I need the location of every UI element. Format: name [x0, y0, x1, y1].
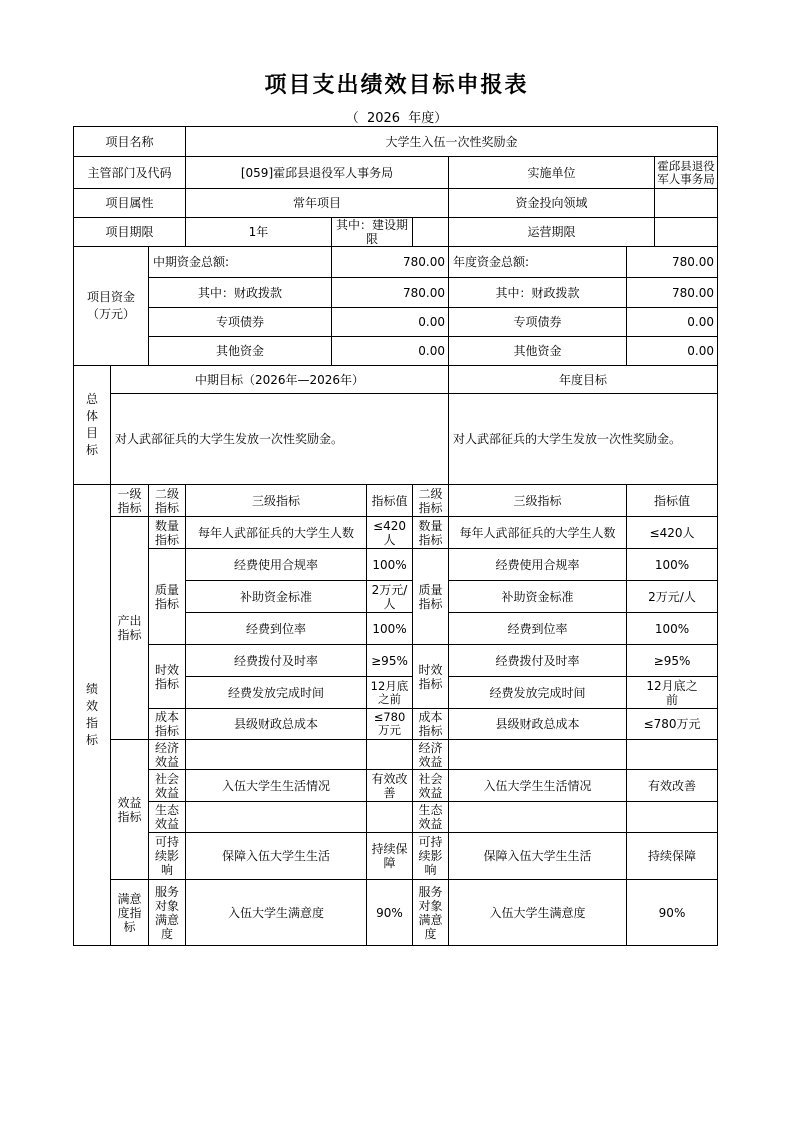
mid-other-label: 其他资金 — [149, 337, 332, 366]
year-fiscal-label: 其中：财政拨款 — [449, 278, 627, 308]
quality-indicator-label-year: 质量 指标 — [413, 549, 449, 645]
compliance-rate-value-year: 100% — [627, 549, 718, 581]
build-period-label: 其中：建设期限 — [332, 218, 413, 247]
year-bond-label: 专项债券 — [449, 308, 627, 337]
funds-label: 项目资金 （万元） — [74, 247, 149, 366]
quality-indicator-label: 质量 指标 — [149, 549, 186, 645]
cost-indicator-label-year: 成本 指标 — [413, 709, 449, 740]
fund-field-value — [655, 189, 718, 218]
social-benefit-value-year: 有效改善 — [627, 770, 718, 802]
completion-time-value-year: 12月底之 前 — [627, 677, 718, 709]
funds-arrival-name-year: 经费到位率 — [449, 613, 627, 645]
project-attr-value: 常年项目 — [186, 189, 449, 218]
satisfaction-indicator-label: 满意 度指 标 — [111, 880, 149, 946]
mid-goal-text: 对人武部征兵的大学生发放一次性奖励金。 — [111, 394, 449, 485]
disbursement-rate-value: ≥95% — [367, 645, 413, 677]
subsidy-standard-value-year: 2万元/人 — [627, 581, 718, 613]
disbursement-rate-name: 经费拨付及时率 — [186, 645, 367, 677]
output-indicator-label: 产出 指标 — [111, 517, 149, 740]
fund-field-label: 资金投向领域 — [449, 189, 655, 218]
social-benefit-name: 入伍大学生生活情况 — [186, 770, 367, 802]
impl-unit-label: 实施单位 — [449, 157, 655, 189]
year-other-label: 其他资金 — [449, 337, 627, 366]
funds-arrival-name: 经费到位率 — [186, 613, 367, 645]
year-bond-value: 0.00 — [627, 308, 718, 337]
county-cost-value-year: ≤780万元 — [627, 709, 718, 740]
mid-other-value: 0.00 — [332, 337, 449, 366]
mid-total-label: 中期资金总额: — [149, 247, 332, 278]
sustainability-label-year: 可持 续影 响 — [413, 833, 449, 880]
report-year: （ 2026 年度） — [345, 111, 448, 126]
quantity-indicator-label: 数量 指标 — [149, 517, 186, 549]
county-cost-name: 县级财政总成本 — [186, 709, 367, 740]
quantity-indicator-value-year: ≤420人 — [627, 517, 718, 549]
year-goal-text: 对人武部征兵的大学生发放一次性奖励金。 — [449, 394, 718, 485]
service-satisfaction-label-year: 服务 对象 满意 度 — [413, 880, 449, 946]
level3-header-year: 三级指标 — [449, 485, 627, 517]
mid-bond-value: 0.00 — [332, 308, 449, 337]
sustainability-name-year: 保障入伍大学生生活 — [449, 833, 627, 880]
compliance-rate-name-year: 经费使用合规率 — [449, 549, 627, 581]
sustainability-label: 可持 续影 响 — [149, 833, 186, 880]
economic-benefit-name — [186, 740, 367, 770]
project-attr-label: 项目属性 — [74, 189, 186, 218]
year-total-value: 780.00 — [627, 247, 718, 278]
period-value: 1年 — [186, 218, 332, 247]
year-total-label: 年度资金总额: — [449, 247, 627, 278]
completion-time-name-year: 经费发放完成时间 — [449, 677, 627, 709]
mid-goal-header: 中期目标（2026年—2026年） — [111, 366, 449, 394]
disbursement-rate-name-year: 经费拨付及时率 — [449, 645, 627, 677]
eco-benefit-label-year: 生态 效益 — [413, 802, 449, 833]
quantity-indicator-value: ≤420人 — [367, 517, 413, 549]
service-satisfaction-value-year: 90% — [627, 880, 718, 946]
economic-benefit-value — [367, 740, 413, 770]
compliance-rate-name: 经费使用合规率 — [186, 549, 367, 581]
service-satisfaction-value: 90% — [367, 880, 413, 946]
mid-fiscal-value: 780.00 — [332, 278, 449, 308]
dept-label: 主管部门及代码 — [74, 157, 186, 189]
mid-total-value: 780.00 — [332, 247, 449, 278]
value-header: 指标值 — [367, 485, 413, 517]
value-header-year: 指标值 — [627, 485, 718, 517]
build-period-value — [413, 218, 449, 247]
economic-benefit-value-year — [627, 740, 718, 770]
social-benefit-value: 有效改善 — [367, 770, 413, 802]
quantity-indicator-name: 每年人武部征兵的大学生人数 — [186, 517, 367, 549]
impl-unit-value: 霍邱县退役军人事务局 — [655, 157, 718, 189]
op-period-value — [655, 218, 718, 247]
social-benefit-label: 社会 效益 — [149, 770, 186, 802]
funds-arrival-value: 100% — [367, 613, 413, 645]
page-title: 项目支出绩效目标申报表 — [264, 73, 529, 98]
disbursement-rate-value-year: ≥95% — [627, 645, 718, 677]
level1-header: 一级 指标 — [111, 485, 149, 517]
level2-header: 二级 指标 — [149, 485, 186, 517]
mid-bond-label: 专项债券 — [149, 308, 332, 337]
year-fiscal-value: 780.00 — [627, 278, 718, 308]
eco-benefit-value — [367, 802, 413, 833]
subsidy-standard-name: 补助资金标准 — [186, 581, 367, 613]
year-other-value: 0.00 — [627, 337, 718, 366]
service-satisfaction-name: 入伍大学生满意度 — [186, 880, 367, 946]
timeliness-indicator-label-year: 时效 指标 — [413, 645, 449, 709]
quantity-indicator-label-year: 数量 指标 — [413, 517, 449, 549]
social-benefit-label-year: 社会 效益 — [413, 770, 449, 802]
sustainability-value-year: 持续保障 — [627, 833, 718, 880]
service-satisfaction-label: 服务 对象 满意 度 — [149, 880, 186, 946]
social-benefit-name-year: 入伍大学生生活情况 — [449, 770, 627, 802]
eco-benefit-name — [186, 802, 367, 833]
project-name-label: 项目名称 — [74, 127, 186, 157]
performance-label: 绩 效 指 标 — [74, 485, 111, 946]
eco-benefit-value-year — [627, 802, 718, 833]
op-period-label: 运营期限 — [449, 218, 655, 247]
compliance-rate-value: 100% — [367, 549, 413, 581]
project-name-value: 大学生入伍一次性奖励金 — [186, 127, 718, 157]
level2-header-year: 二级 指标 — [413, 485, 449, 517]
eco-benefit-label: 生态 效益 — [149, 802, 186, 833]
sustainability-name: 保障入伍大学生生活 — [186, 833, 367, 880]
cost-indicator-label: 成本 指标 — [149, 709, 186, 740]
sustainability-value: 持续保障 — [367, 833, 413, 880]
completion-time-name: 经费发放完成时间 — [186, 677, 367, 709]
economic-benefit-name-year — [449, 740, 627, 770]
economic-benefit-label: 经济 效益 — [149, 740, 186, 770]
timeliness-indicator-label: 时效 指标 — [149, 645, 186, 709]
subsidy-standard-name-year: 补助资金标准 — [449, 581, 627, 613]
county-cost-value: ≤780万元 — [367, 709, 413, 740]
funds-arrival-value-year: 100% — [627, 613, 718, 645]
county-cost-name-year: 县级财政总成本 — [449, 709, 627, 740]
economic-benefit-label-year: 经济 效益 — [413, 740, 449, 770]
mid-fiscal-label: 其中：财政拨款 — [149, 278, 332, 308]
subsidy-standard-value: 2万元/人 — [367, 581, 413, 613]
quantity-indicator-name-year: 每年人武部征兵的大学生人数 — [449, 517, 627, 549]
benefit-indicator-label: 效益 指标 — [111, 740, 149, 880]
dept-value: [059]霍邱县退役军人事务局 — [186, 157, 449, 189]
performance-table — [73, 126, 718, 946]
level3-header: 三级指标 — [186, 485, 367, 517]
year-goal-header: 年度目标 — [449, 366, 718, 394]
completion-time-value: 12月底之前 — [367, 677, 413, 709]
service-satisfaction-name-year: 入伍大学生满意度 — [449, 880, 627, 946]
overall-goal-label: 总 体 目 标 — [74, 366, 111, 485]
period-label: 项目期限 — [74, 218, 186, 247]
eco-benefit-name-year — [449, 802, 627, 833]
